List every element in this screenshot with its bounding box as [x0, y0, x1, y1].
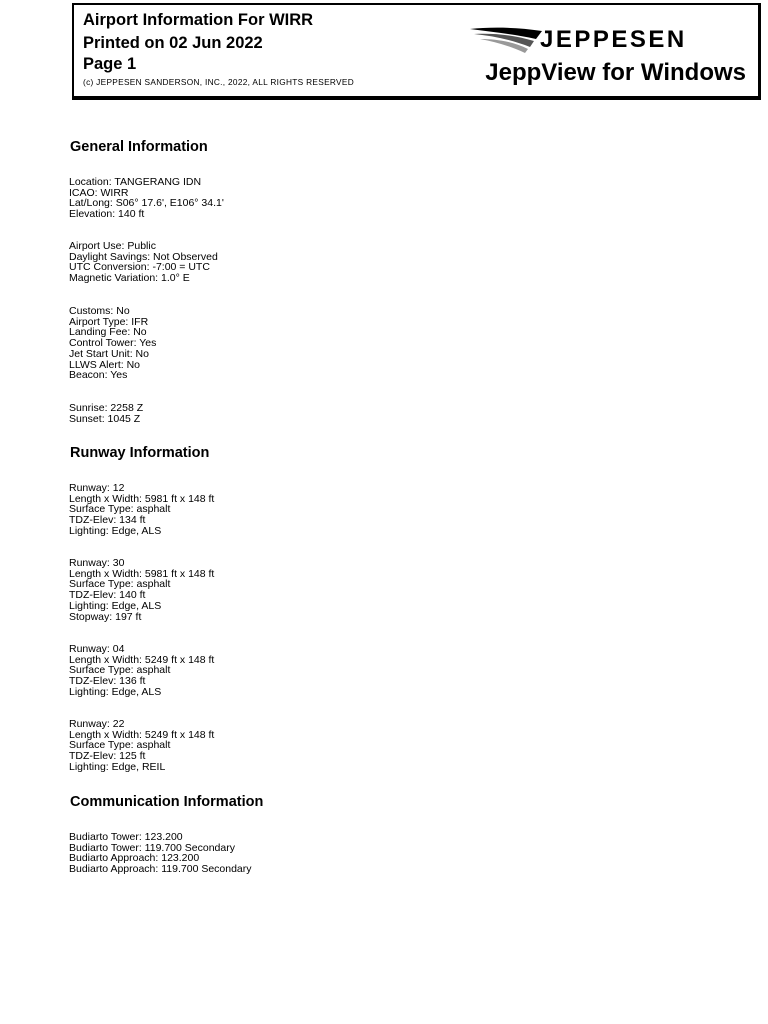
- runway-id-text: Runway: 04: [69, 643, 125, 655]
- daylight-savings-text: Daylight Savings: Not Observed: [69, 250, 218, 263]
- runway-tdz-elev-text: TDZ-Elev: 140 ft: [69, 589, 146, 602]
- airport-use-block: [69, 241, 218, 284]
- runway-surface-text: Surface Type: asphalt: [69, 503, 171, 516]
- document-header: [72, 3, 761, 100]
- facilities-block: [69, 306, 156, 381]
- location-block: [69, 177, 224, 220]
- runway-dimensions-text: Length x Width: 5981 ft x 148 ft: [69, 567, 215, 580]
- frequency-list: [69, 832, 252, 875]
- runway-surface-text: Surface Type: asphalt: [69, 664, 171, 677]
- brand-wordmark: JEPPESEN: [540, 26, 687, 53]
- frequency-item: Budiarto Approach: 123.200: [69, 852, 200, 865]
- control-tower-text: Control Tower: Yes: [69, 337, 157, 350]
- jet-start-unit-text: Jet Start Unit: No: [69, 347, 149, 360]
- sunrise-text: Sunrise: 2258 Z: [69, 402, 144, 414]
- communication-information-heading: Communication Information: [70, 794, 264, 810]
- runway-lighting-text: Lighting: Edge, REIL: [69, 760, 166, 773]
- frequency-item: Budiarto Tower: 119.700 Secondary: [69, 841, 235, 854]
- runway-block: [69, 719, 214, 773]
- airport-type-text: Airport Type: IFR: [69, 315, 149, 328]
- sun-times-block: [69, 403, 143, 424]
- document-title: Airport Information For WIRR: [83, 11, 314, 29]
- customs-text: Customs: No: [69, 305, 130, 317]
- product-name: JeppView for Windows: [485, 59, 746, 86]
- runway-dimensions-text: Length x Width: 5981 ft x 148 ft: [69, 492, 215, 505]
- frequency-item: Budiarto Tower: 123.200: [69, 831, 183, 843]
- jeppesen-logo: [470, 25, 750, 55]
- llws-alert-text: LLWS Alert: No: [69, 358, 140, 371]
- copyright-notice: (c) JEPPESEN SANDERSON, INC., 2022, ALL RIGHTS RESERVED: [83, 77, 355, 87]
- runway-dimensions-text: Length x Width: 5249 ft x 148 ft: [69, 653, 215, 666]
- runway-tdz-elev-text: TDZ-Elev: 125 ft: [69, 750, 146, 763]
- location-text: Location: TANGERANG IDN: [69, 176, 202, 188]
- runway-tdz-elev-text: TDZ-Elev: 134 ft: [69, 514, 146, 527]
- runway-lighting-text: Lighting: Edge, ALS: [69, 685, 162, 698]
- runway-tdz-elev-text: TDZ-Elev: 136 ft: [69, 675, 146, 688]
- runway-lighting-text: Lighting: Edge, ALS: [69, 524, 162, 537]
- runway-block: [69, 558, 214, 622]
- runway-id-text: Runway: 12: [69, 482, 125, 494]
- latlong-text: Lat/Long: S06° 17.6', E106° 34.1': [69, 197, 224, 210]
- printed-date: Printed on 02 Jun 2022: [83, 34, 263, 52]
- frequency-item: Budiarto Approach: 119.700 Secondary: [69, 863, 252, 876]
- runway-information-heading: Runway Information: [70, 445, 210, 461]
- icao-text: ICAO: WIRR: [69, 186, 129, 199]
- landing-fee-text: Landing Fee: No: [69, 326, 147, 339]
- runway-lighting-text: Lighting: Edge, ALS: [69, 599, 162, 612]
- general-information-heading: General Information: [70, 139, 208, 155]
- sunset-text: Sunset: 1045 Z: [69, 412, 141, 425]
- beacon-text: Beacon: Yes: [69, 369, 128, 382]
- runway-surface-text: Surface Type: asphalt: [69, 578, 171, 591]
- utc-conversion-text: UTC Conversion: -7:00 = UTC: [69, 261, 210, 274]
- runway-stopway-text: Stopway: 197 ft: [69, 610, 142, 623]
- swoosh-icon: [470, 25, 542, 55]
- runway-surface-text: Surface Type: asphalt: [69, 739, 171, 752]
- runway-id-text: Runway: 30: [69, 557, 125, 569]
- runway-block: [69, 644, 214, 698]
- runway-dimensions-text: Length x Width: 5249 ft x 148 ft: [69, 728, 215, 741]
- elevation-text: Elevation: 140 ft: [69, 208, 145, 221]
- page-number: Page 1: [83, 55, 137, 73]
- runway-id-text: Runway: 22: [69, 718, 125, 730]
- airport-use-text: Airport Use: Public: [69, 240, 156, 252]
- magnetic-variation-text: Magnetic Variation: 1.0° E: [69, 272, 190, 285]
- runway-block: [69, 483, 214, 537]
